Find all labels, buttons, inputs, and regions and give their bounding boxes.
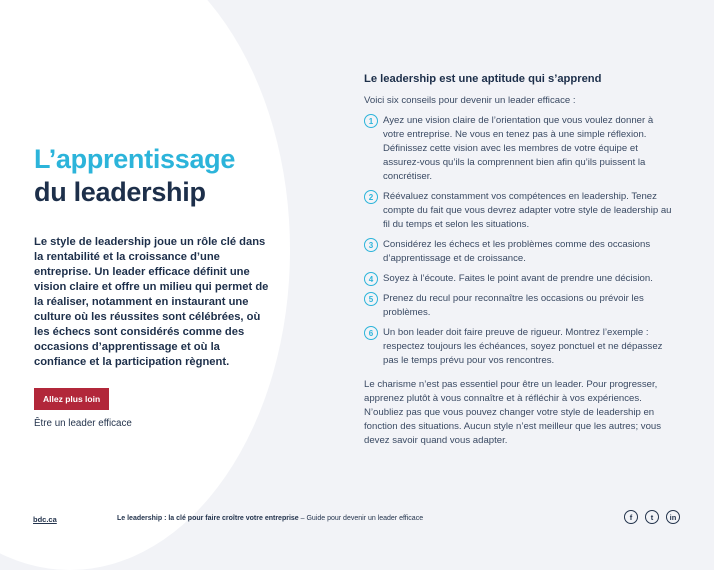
tip-text: Soyez à l’écoute. Faites le point avant de prendre une décision. [383,273,653,284]
guide-title-rest: – Guide pour devenir un leader efficace [298,515,424,522]
guide-title-bold: Le leadership : la clé pour faire croître votre entreprise [117,515,299,522]
list-item [364,114,674,184]
intro-paragraph: Le style de leadership joue un rôle clé dans la rentabilité et la croissance d’une entreprise. Un leader efficace définit une vision claire et offre un milieu qui permet de la réaliser, notamment en instaurant une culture où les réussites sont célébrées, où les échecs sont considérés comme des occasions d’apprentissage et où la confiance et la participation règnent. [34,236,269,368]
page-title-line2: du leadership [34,177,206,207]
left-column [34,143,274,429]
list-item [364,190,674,232]
site-link[interactable]: bdc.ca [33,515,57,524]
right-column [364,73,674,448]
number-badge: 2 [364,190,378,204]
number-badge: 1 [364,114,378,128]
number-badge: 3 [364,238,378,252]
list-item [364,326,674,368]
footer-guide-title [117,515,423,522]
tip-text: Un bon leader doit faire preuve de rigueur. Montrez l’exemple : respectez toujours les échéances, soyez ponctuel et ne dépassez pas le temps prévu pour vos rencontres. [383,327,663,366]
linkedin-icon[interactable]: in [666,510,680,524]
list-item [364,238,674,266]
section-title: Le leadership est une aptitude qui s’apprend [364,73,602,85]
number-badge: 6 [364,326,378,340]
number-badge: 4 [364,272,378,286]
number-badge: 5 [364,292,378,306]
facebook-icon[interactable]: f [624,510,638,524]
tips-list [364,114,674,368]
page-title-line1: L’apprentissage [34,144,236,174]
list-item [364,272,674,286]
closing-paragraph: Le charisme n’est pas essentiel pour être un leader. Pour progresser, apprenez plutôt à vous connaître et à réfléchir à vos expériences. N’oubliez pas que vous pouvez changer votre style de leadership en fonction des situations. Aucun style n’est meilleur que les autres; vous devez savoir quand vous adapter. [364,379,662,446]
twitter-icon[interactable]: t [645,510,659,524]
tip-text: Considérez les échecs et les problèmes comme des occasions d’apprentissage et de croissance. [383,239,651,264]
tip-text: Réévaluez constamment vos compétences en leadership. Tenez compte du fait que vous devrez adapter votre style de leadership au fil du temps et selon les situations. [383,191,672,230]
learn-more-button[interactable]: Allez plus loin [34,388,109,410]
tip-text: Prenez du recul pour reconnaître les occasions ou prévoir les problèmes. [383,293,644,318]
lead-paragraph: Voici six conseils pour devenir un leader efficace : [364,95,576,106]
effective-leader-link[interactable]: Être un leader efficace [34,418,132,429]
tip-text: Ayez une vision claire de l’orientation que vous voulez donner à votre entreprise. Ne vous en tenez pas à une simple réflexion. Définissez cette vision avec les membres de votre équipe et assurez-vous qu’ils la comprennent bien afin qu’ils puissent la concrétiser. [383,115,654,182]
list-item [364,292,674,320]
